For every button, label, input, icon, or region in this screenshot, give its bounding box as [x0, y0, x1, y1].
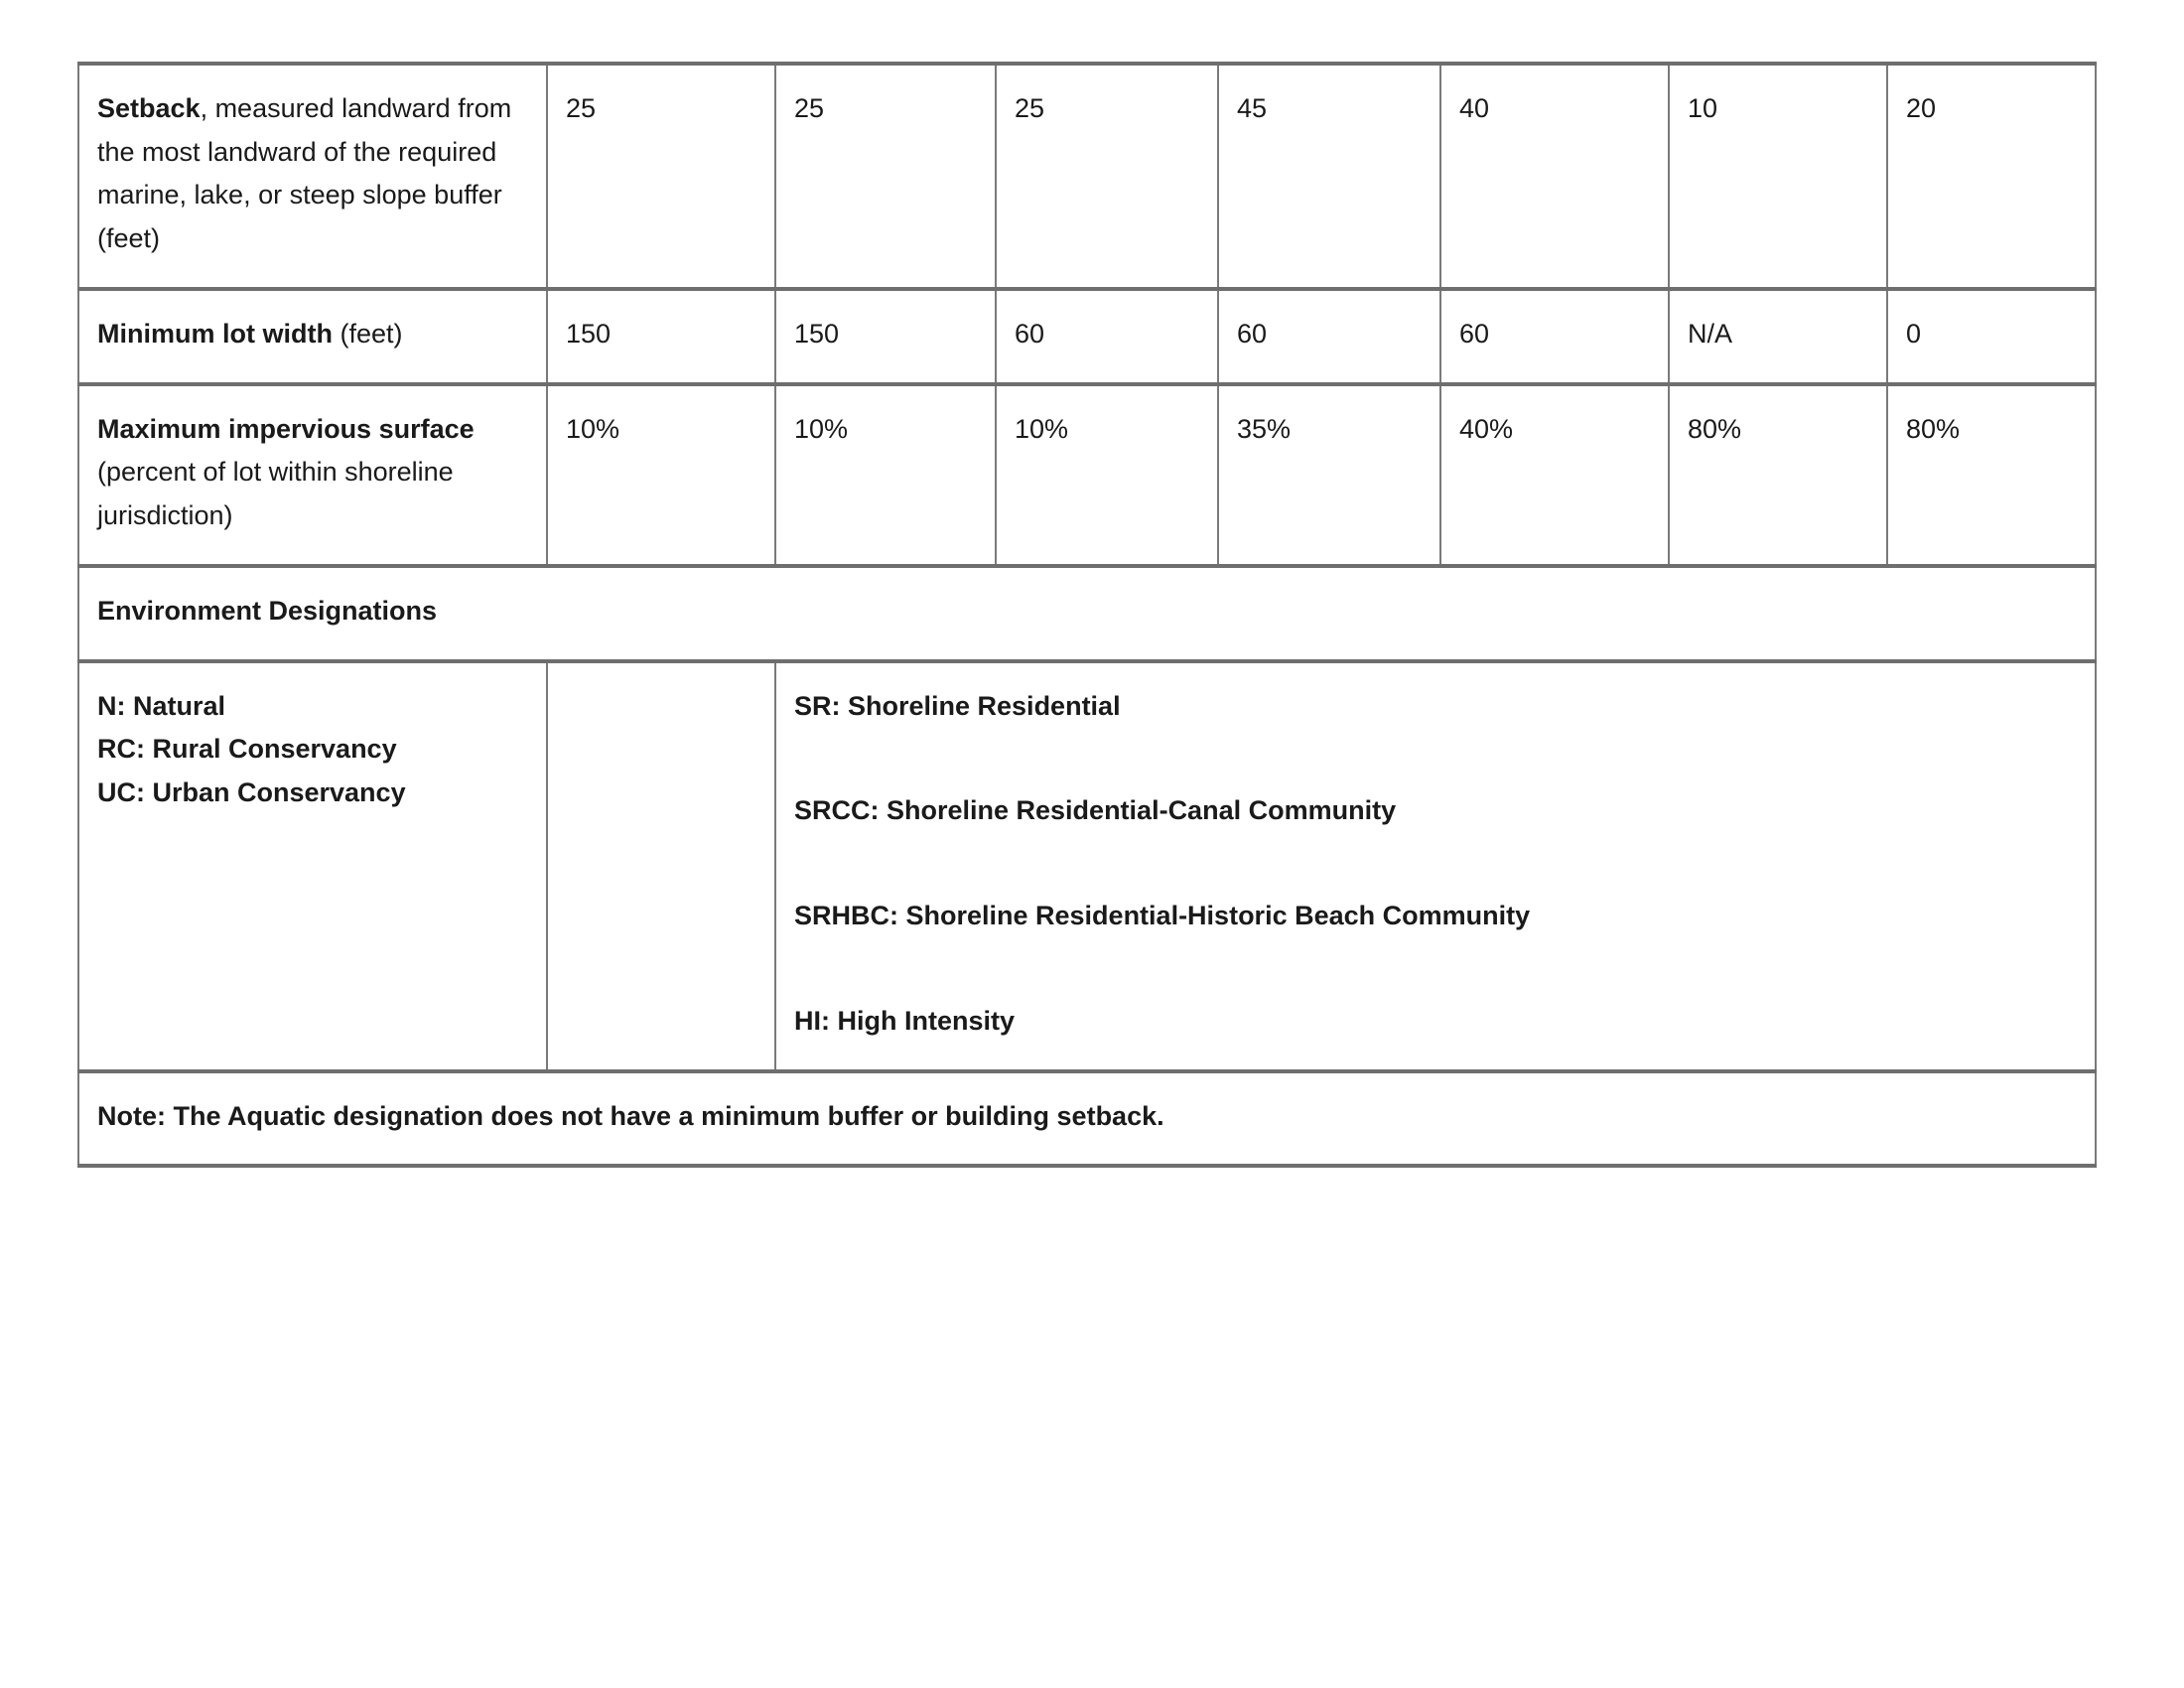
row-label-maximum-impervious-surface-bold: Maximum impervious surface — [97, 413, 475, 444]
cell-setback-col6: 10 — [1669, 64, 1887, 289]
designation-item-natural: N: Natural — [97, 690, 226, 721]
designation-legend-right-column — [775, 661, 2096, 1071]
designation-item-shoreline-residential: SR: Shoreline Residential — [794, 690, 1121, 721]
row-label-setback-rest: , measured landward from the most landward of the required marine, lake, or steep slope buffer (feet) — [97, 93, 512, 254]
cell-setback-col3: 25 — [996, 64, 1218, 289]
cell-setback-col7: 20 — [1887, 64, 2096, 289]
designation-item-urban-conservancy: UC: Urban Conservancy — [97, 777, 406, 808]
row-label-minimum-lot-width — [78, 289, 547, 384]
designation-legend-left-column — [78, 661, 547, 1071]
row-label-setback — [78, 64, 547, 289]
cell-minimum-lot-width-col5: 60 — [1440, 289, 1669, 384]
cell-setback-col2: 25 — [775, 64, 996, 289]
cell-maximum-impervious-surface-col2: 10% — [775, 384, 996, 566]
designation-item-high-intensity: HI: High Intensity — [794, 1005, 1015, 1036]
designation-item-shoreline-residential-historic-beach-community: SRHBC: Shoreline Residential-Historic Beach Community — [794, 901, 1531, 931]
shoreline-standards-table — [77, 62, 2097, 1168]
section-heading-environment-designations: Environment Designations — [78, 566, 2096, 661]
row-label-minimum-lot-width-rest: (feet) — [332, 318, 403, 349]
row-label-maximum-impervious-surface-rest: (percent of lot within shoreline jurisdiction) — [97, 457, 454, 531]
row-label-setback-bold: Setback — [97, 93, 201, 123]
designation-legend-spacer-cell — [547, 661, 775, 1071]
designation-item-rural-conservancy: RC: Rural Conservancy — [97, 734, 397, 765]
table-row-setback — [78, 64, 2096, 289]
cell-minimum-lot-width-col6: N/A — [1669, 289, 1887, 384]
cell-maximum-impervious-surface-col3: 10% — [996, 384, 1218, 566]
cell-maximum-impervious-surface-col7: 80% — [1887, 384, 2096, 566]
cell-minimum-lot-width-col3: 60 — [996, 289, 1218, 384]
cell-minimum-lot-width-col7: 0 — [1887, 289, 2096, 384]
table-note: Note: The Aquatic designation does not have a minimum buffer or building setback. — [78, 1071, 2096, 1167]
cell-maximum-impervious-surface-col4: 35% — [1218, 384, 1440, 566]
cell-setback-col1: 25 — [547, 64, 775, 289]
cell-maximum-impervious-surface-col5: 40% — [1440, 384, 1669, 566]
row-label-minimum-lot-width-bold: Minimum lot width — [97, 318, 333, 349]
cell-setback-col5: 40 — [1440, 64, 1669, 289]
cell-maximum-impervious-surface-col1: 10% — [547, 384, 775, 566]
table-row-designation-legend — [78, 661, 2096, 1071]
cell-maximum-impervious-surface-col6: 80% — [1669, 384, 1887, 566]
standards-table-container — [77, 62, 2095, 1168]
table-row-environment-designations-heading — [78, 566, 2096, 661]
designation-item-shoreline-residential-canal-community: SRCC: Shoreline Residential-Canal Community — [794, 795, 1397, 826]
row-label-maximum-impervious-surface — [78, 384, 547, 566]
table-row-note — [78, 1071, 2096, 1167]
cell-minimum-lot-width-col4: 60 — [1218, 289, 1440, 384]
table-row-maximum-impervious-surface — [78, 384, 2096, 566]
cell-setback-col4: 45 — [1218, 64, 1440, 289]
cell-minimum-lot-width-col1: 150 — [547, 289, 775, 384]
cell-minimum-lot-width-col2: 150 — [775, 289, 996, 384]
table-row-minimum-lot-width — [78, 289, 2096, 384]
